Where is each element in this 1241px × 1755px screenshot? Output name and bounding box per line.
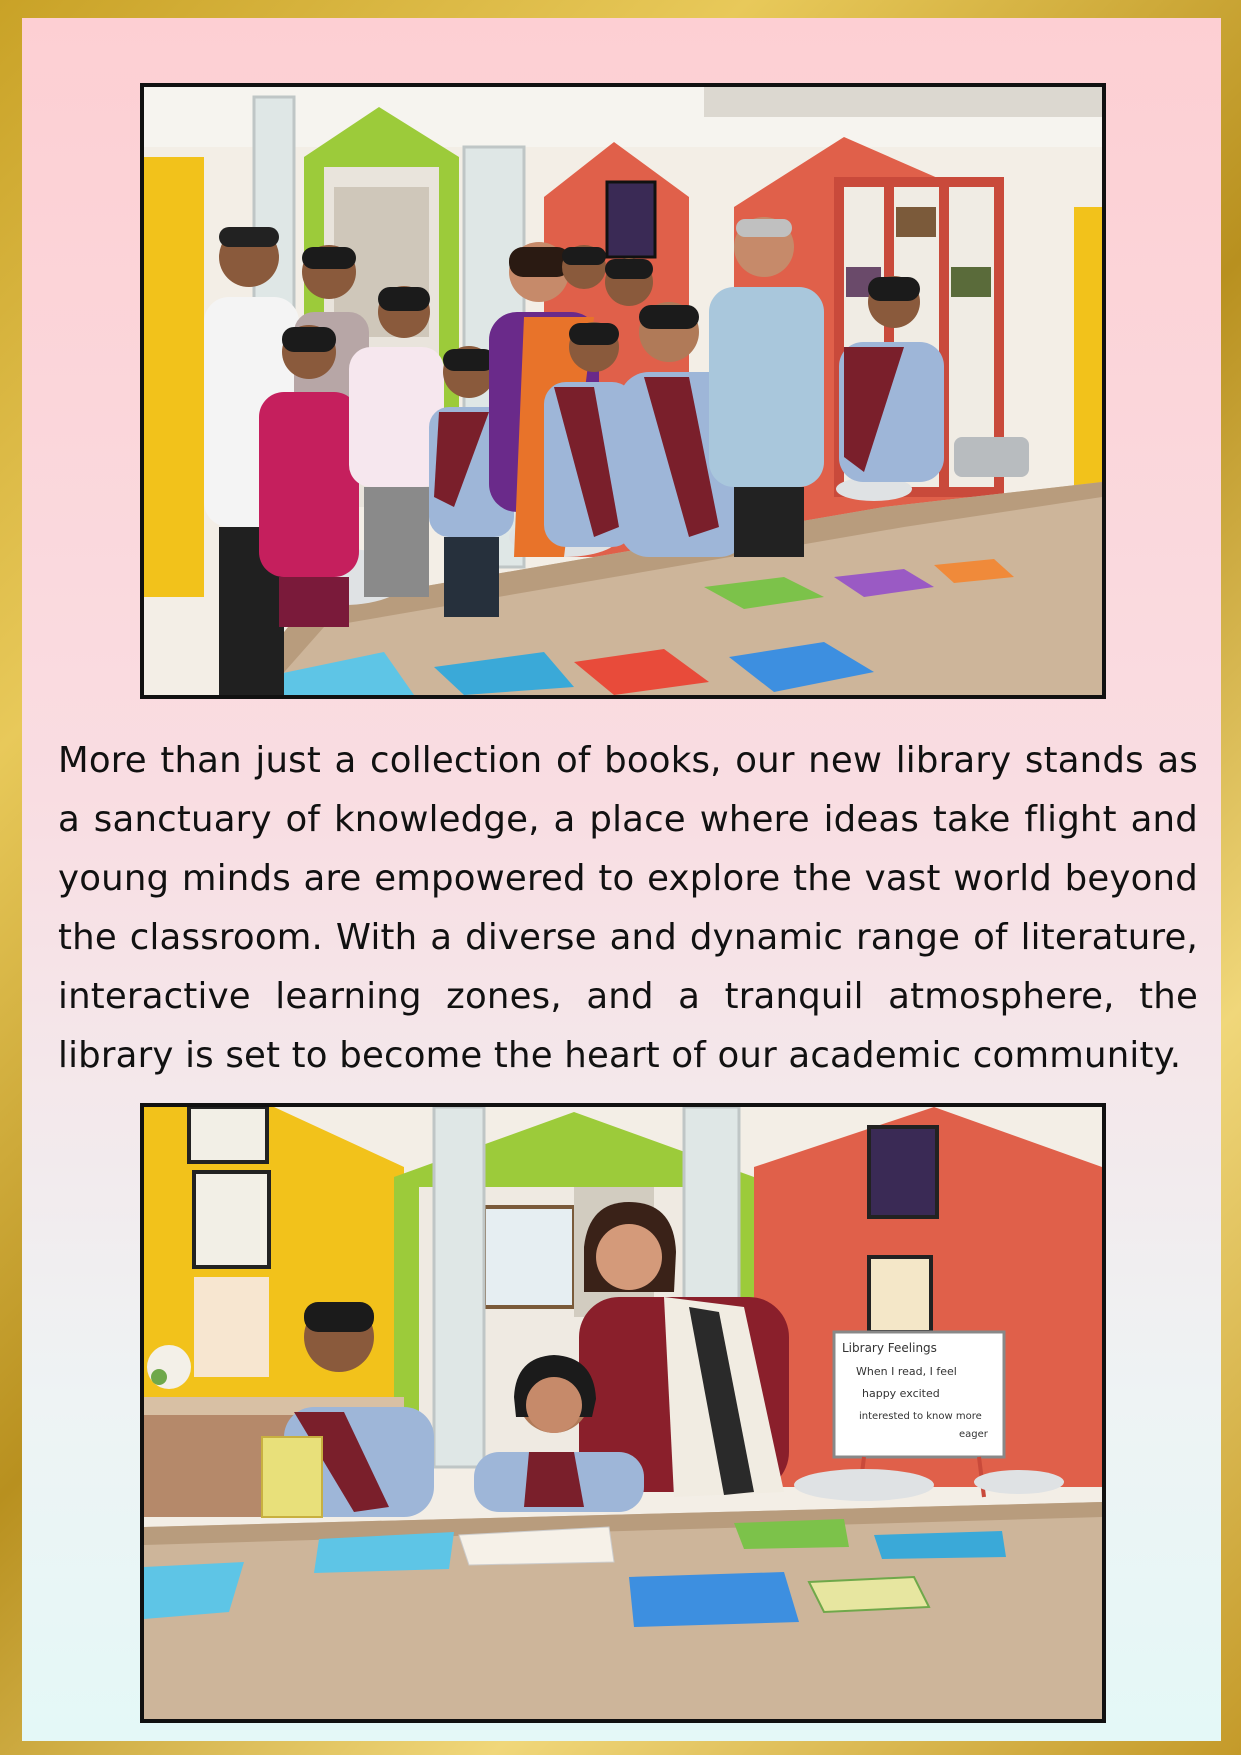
reading-photo-library [140, 1103, 1106, 1723]
reading-photo-illustration [144, 1107, 1102, 1719]
whiteboard-line-1: Library Feelings [842, 1341, 937, 1355]
whiteboard-line-3: happy excited [862, 1387, 940, 1400]
group-photo-library [140, 83, 1106, 699]
whiteboard-line-4: interested to know more [859, 1411, 982, 1422]
whiteboard-line-5: eager [959, 1429, 988, 1440]
group-photo-illustration [144, 87, 1102, 695]
content-panel [22, 18, 1221, 1741]
whiteboard-line-2: When I read, I feel [856, 1365, 957, 1378]
library-description: More than just a collection of books, our new library stands as a sanctuary of knowledge, a place where ideas take flight and young minds are empowered to explore the vast world beyond the classroom. With a diverse and dynamic range of literature, interactive learning zones, and a tranquil atmosphere, the library is set to become the heart of our academic community. [58, 740, 1198, 1076]
